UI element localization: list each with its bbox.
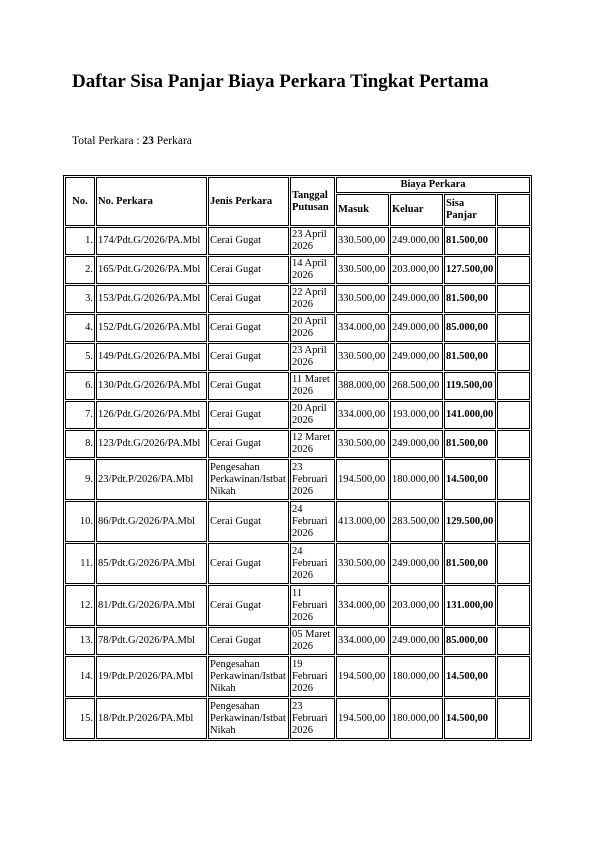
cell-jenis-perkara: Cerai Gugat (208, 256, 289, 284)
cell-tanggal-putusan: 12 Maret 2026 (290, 430, 335, 458)
row-number: 2. (65, 256, 95, 284)
cell-tanggal-putusan: 20 April 2026 (290, 314, 335, 342)
cell-empty (497, 698, 530, 739)
cell-masuk: 330.500,00 (336, 285, 389, 313)
cell-no-perkara: 123/Pdt.G/2026/PA.Mbl (96, 430, 207, 458)
cell-keluar: 249.000,00 (390, 430, 443, 458)
cell-sisa-panjar: 14.500,00 (444, 698, 496, 739)
cell-no-perkara: 130/Pdt.G/2026/PA.Mbl (96, 372, 207, 400)
row-number: 10. (65, 501, 95, 542)
cell-no-perkara: 18/Pdt.P/2026/PA.Mbl (96, 698, 207, 739)
header-jenis-perkara: Jenis Perkara (208, 177, 289, 226)
cell-no-perkara: 153/Pdt.G/2026/PA.Mbl (96, 285, 207, 313)
row-number: 1. (65, 227, 95, 255)
cell-sisa-panjar: 81.500,00 (444, 227, 496, 255)
cell-tanggal-putusan: 20 April 2026 (290, 401, 335, 429)
cell-keluar: 283.500,00 (390, 501, 443, 542)
cell-no-perkara: 149/Pdt.G/2026/PA.Mbl (96, 343, 207, 371)
cell-masuk: 413.000,00 (336, 501, 389, 542)
cell-tanggal-putusan: 24 Februari 2026 (290, 543, 335, 584)
cell-masuk: 330.500,00 (336, 543, 389, 584)
cell-masuk: 330.500,00 (336, 227, 389, 255)
header-masuk: Masuk (336, 194, 389, 226)
cell-jenis-perkara: Cerai Gugat (208, 372, 289, 400)
table-body (65, 227, 530, 739)
cell-empty (497, 372, 530, 400)
cell-jenis-perkara: Cerai Gugat (208, 285, 289, 313)
row-number: 13. (65, 627, 95, 655)
cell-sisa-panjar: 81.500,00 (444, 543, 496, 584)
cell-sisa-panjar: 85.000,00 (444, 314, 496, 342)
cell-jenis-perkara: Pengesahan Perkawinan/Istbat Nikah (208, 698, 289, 739)
cell-jenis-perkara: Pengesahan Perkawinan/Istbat Nikah (208, 459, 289, 500)
cell-empty (497, 543, 530, 584)
cell-masuk: 334.000,00 (336, 627, 389, 655)
cell-masuk: 330.500,00 (336, 256, 389, 284)
cell-no-perkara: 126/Pdt.G/2026/PA.Mbl (96, 401, 207, 429)
cell-jenis-perkara: Cerai Gugat (208, 314, 289, 342)
cell-jenis-perkara: Cerai Gugat (208, 543, 289, 584)
row-number: 5. (65, 343, 95, 371)
cell-sisa-panjar: 119.500,00 (444, 372, 496, 400)
row-number: 9. (65, 459, 95, 500)
cell-no-perkara: 174/Pdt.G/2026/PA.Mbl (96, 227, 207, 255)
header-biaya-perkara: Biaya Perkara (336, 177, 530, 193)
cell-jenis-perkara: Cerai Gugat (208, 501, 289, 542)
header-tanggal-putusan: Tanggal Putusan (290, 177, 335, 226)
header-no: No. (65, 177, 95, 226)
table-row (65, 501, 530, 542)
cell-masuk: 334.000,00 (336, 585, 389, 626)
table-row (65, 543, 530, 584)
table-row (65, 314, 530, 342)
header-keluar: Keluar (390, 194, 443, 226)
cell-tanggal-putusan: 22 April 2026 (290, 285, 335, 313)
cell-sisa-panjar: 129.500,00 (444, 501, 496, 542)
cell-keluar: 249.000,00 (390, 543, 443, 584)
cell-jenis-perkara: Cerai Gugat (208, 343, 289, 371)
cell-tanggal-putusan: 05 Maret 2026 (290, 627, 335, 655)
row-number: 14. (65, 656, 95, 697)
cell-tanggal-putusan: 23 Februari 2026 (290, 698, 335, 739)
header-empty (497, 194, 530, 226)
table-row (65, 430, 530, 458)
cell-sisa-panjar: 141.000,00 (444, 401, 496, 429)
cell-sisa-panjar: 14.500,00 (444, 656, 496, 697)
cell-keluar: 180.000,00 (390, 698, 443, 739)
cell-sisa-panjar: 127.500,00 (444, 256, 496, 284)
total-label: Total Perkara : (72, 135, 143, 147)
cell-no-perkara: 86/Pdt.G/2026/PA.Mbl (96, 501, 207, 542)
cell-keluar: 203.000,00 (390, 585, 443, 626)
cell-sisa-panjar: 81.500,00 (444, 343, 496, 371)
cell-keluar: 249.000,00 (390, 285, 443, 313)
cell-masuk: 194.500,00 (336, 656, 389, 697)
cell-keluar: 180.000,00 (390, 656, 443, 697)
total-suffix: Perkara (153, 135, 192, 147)
cell-empty (497, 501, 530, 542)
row-number: 3. (65, 285, 95, 313)
cell-masuk: 194.500,00 (336, 459, 389, 500)
table-row (65, 227, 530, 255)
cell-masuk: 330.500,00 (336, 343, 389, 371)
cell-empty (497, 430, 530, 458)
table-row (65, 656, 530, 697)
row-number: 11. (65, 543, 95, 584)
cell-keluar: 249.000,00 (390, 627, 443, 655)
cell-no-perkara: 19/Pdt.P/2026/PA.Mbl (96, 656, 207, 697)
row-number: 12. (65, 585, 95, 626)
cell-jenis-perkara: Pengesahan Perkawinan/Istbat Nikah (208, 656, 289, 697)
table-row (65, 343, 530, 371)
cell-tanggal-putusan: 11 Februari 2026 (290, 585, 335, 626)
cell-tanggal-putusan: 23 April 2026 (290, 227, 335, 255)
cell-tanggal-putusan: 11 Maret 2026 (290, 372, 335, 400)
table-row (65, 698, 530, 739)
cell-keluar: 203.000,00 (390, 256, 443, 284)
cell-tanggal-putusan: 23 April 2026 (290, 343, 335, 371)
cell-keluar: 268.500,00 (390, 372, 443, 400)
cell-empty (497, 285, 530, 313)
cell-empty (497, 585, 530, 626)
row-number: 7. (65, 401, 95, 429)
cell-sisa-panjar: 131.000,00 (444, 585, 496, 626)
cell-empty (497, 401, 530, 429)
cell-sisa-panjar: 81.500,00 (444, 285, 496, 313)
cell-sisa-panjar: 14.500,00 (444, 459, 496, 500)
cell-keluar: 180.000,00 (390, 459, 443, 500)
cell-empty (497, 256, 530, 284)
cell-jenis-perkara: Cerai Gugat (208, 585, 289, 626)
table-row (65, 627, 530, 655)
row-number: 6. (65, 372, 95, 400)
cell-masuk: 388.000,00 (336, 372, 389, 400)
table-row (65, 585, 530, 626)
header-sisa-panjar: Sisa Panjar (444, 194, 496, 226)
cell-no-perkara: 152/Pdt.G/2026/PA.Mbl (96, 314, 207, 342)
cell-no-perkara: 85/Pdt.G/2026/PA.Mbl (96, 543, 207, 584)
cell-tanggal-putusan: 14 April 2026 (290, 256, 335, 284)
cell-empty (497, 227, 530, 255)
cell-masuk: 334.000,00 (336, 314, 389, 342)
row-number: 4. (65, 314, 95, 342)
cell-keluar: 249.000,00 (390, 314, 443, 342)
cell-empty (497, 314, 530, 342)
cell-no-perkara: 165/Pdt.G/2026/PA.Mbl (96, 256, 207, 284)
cell-keluar: 249.000,00 (390, 227, 443, 255)
sisa-panjar-table (63, 175, 532, 741)
table-row (65, 372, 530, 400)
cell-masuk: 330.500,00 (336, 430, 389, 458)
cell-empty (497, 343, 530, 371)
cell-no-perkara: 23/Pdt.P/2026/PA.Mbl (96, 459, 207, 500)
page-title: Daftar Sisa Panjar Biaya Perkara Tingkat Pertama (72, 71, 489, 92)
cell-jenis-perkara: Cerai Gugat (208, 627, 289, 655)
cell-tanggal-putusan: 24 Februari 2026 (290, 501, 335, 542)
table-row (65, 459, 530, 500)
table-row (65, 256, 530, 284)
cell-no-perkara: 81/Pdt.G/2026/PA.Mbl (96, 585, 207, 626)
cell-empty (497, 459, 530, 500)
cell-jenis-perkara: Cerai Gugat (208, 401, 289, 429)
cell-keluar: 193.000,00 (390, 401, 443, 429)
total-count: 23 (142, 135, 154, 147)
cell-sisa-panjar: 85.000,00 (444, 627, 496, 655)
cell-empty (497, 627, 530, 655)
cell-empty (497, 656, 530, 697)
row-number: 8. (65, 430, 95, 458)
row-number: 15. (65, 698, 95, 739)
cell-jenis-perkara: Cerai Gugat (208, 430, 289, 458)
cell-sisa-panjar: 81.500,00 (444, 430, 496, 458)
header-no-perkara: No. Perkara (96, 177, 207, 226)
cell-no-perkara: 78/Pdt.G/2026/PA.Mbl (96, 627, 207, 655)
cell-masuk: 334.000,00 (336, 401, 389, 429)
cell-jenis-perkara: Cerai Gugat (208, 227, 289, 255)
table-row (65, 401, 530, 429)
cell-masuk: 194.500,00 (336, 698, 389, 739)
cell-tanggal-putusan: 23 Februari 2026 (290, 459, 335, 500)
cell-keluar: 249.000,00 (390, 343, 443, 371)
table-row (65, 285, 530, 313)
cell-tanggal-putusan: 19 Februari 2026 (290, 656, 335, 697)
total-perkara (72, 135, 192, 147)
